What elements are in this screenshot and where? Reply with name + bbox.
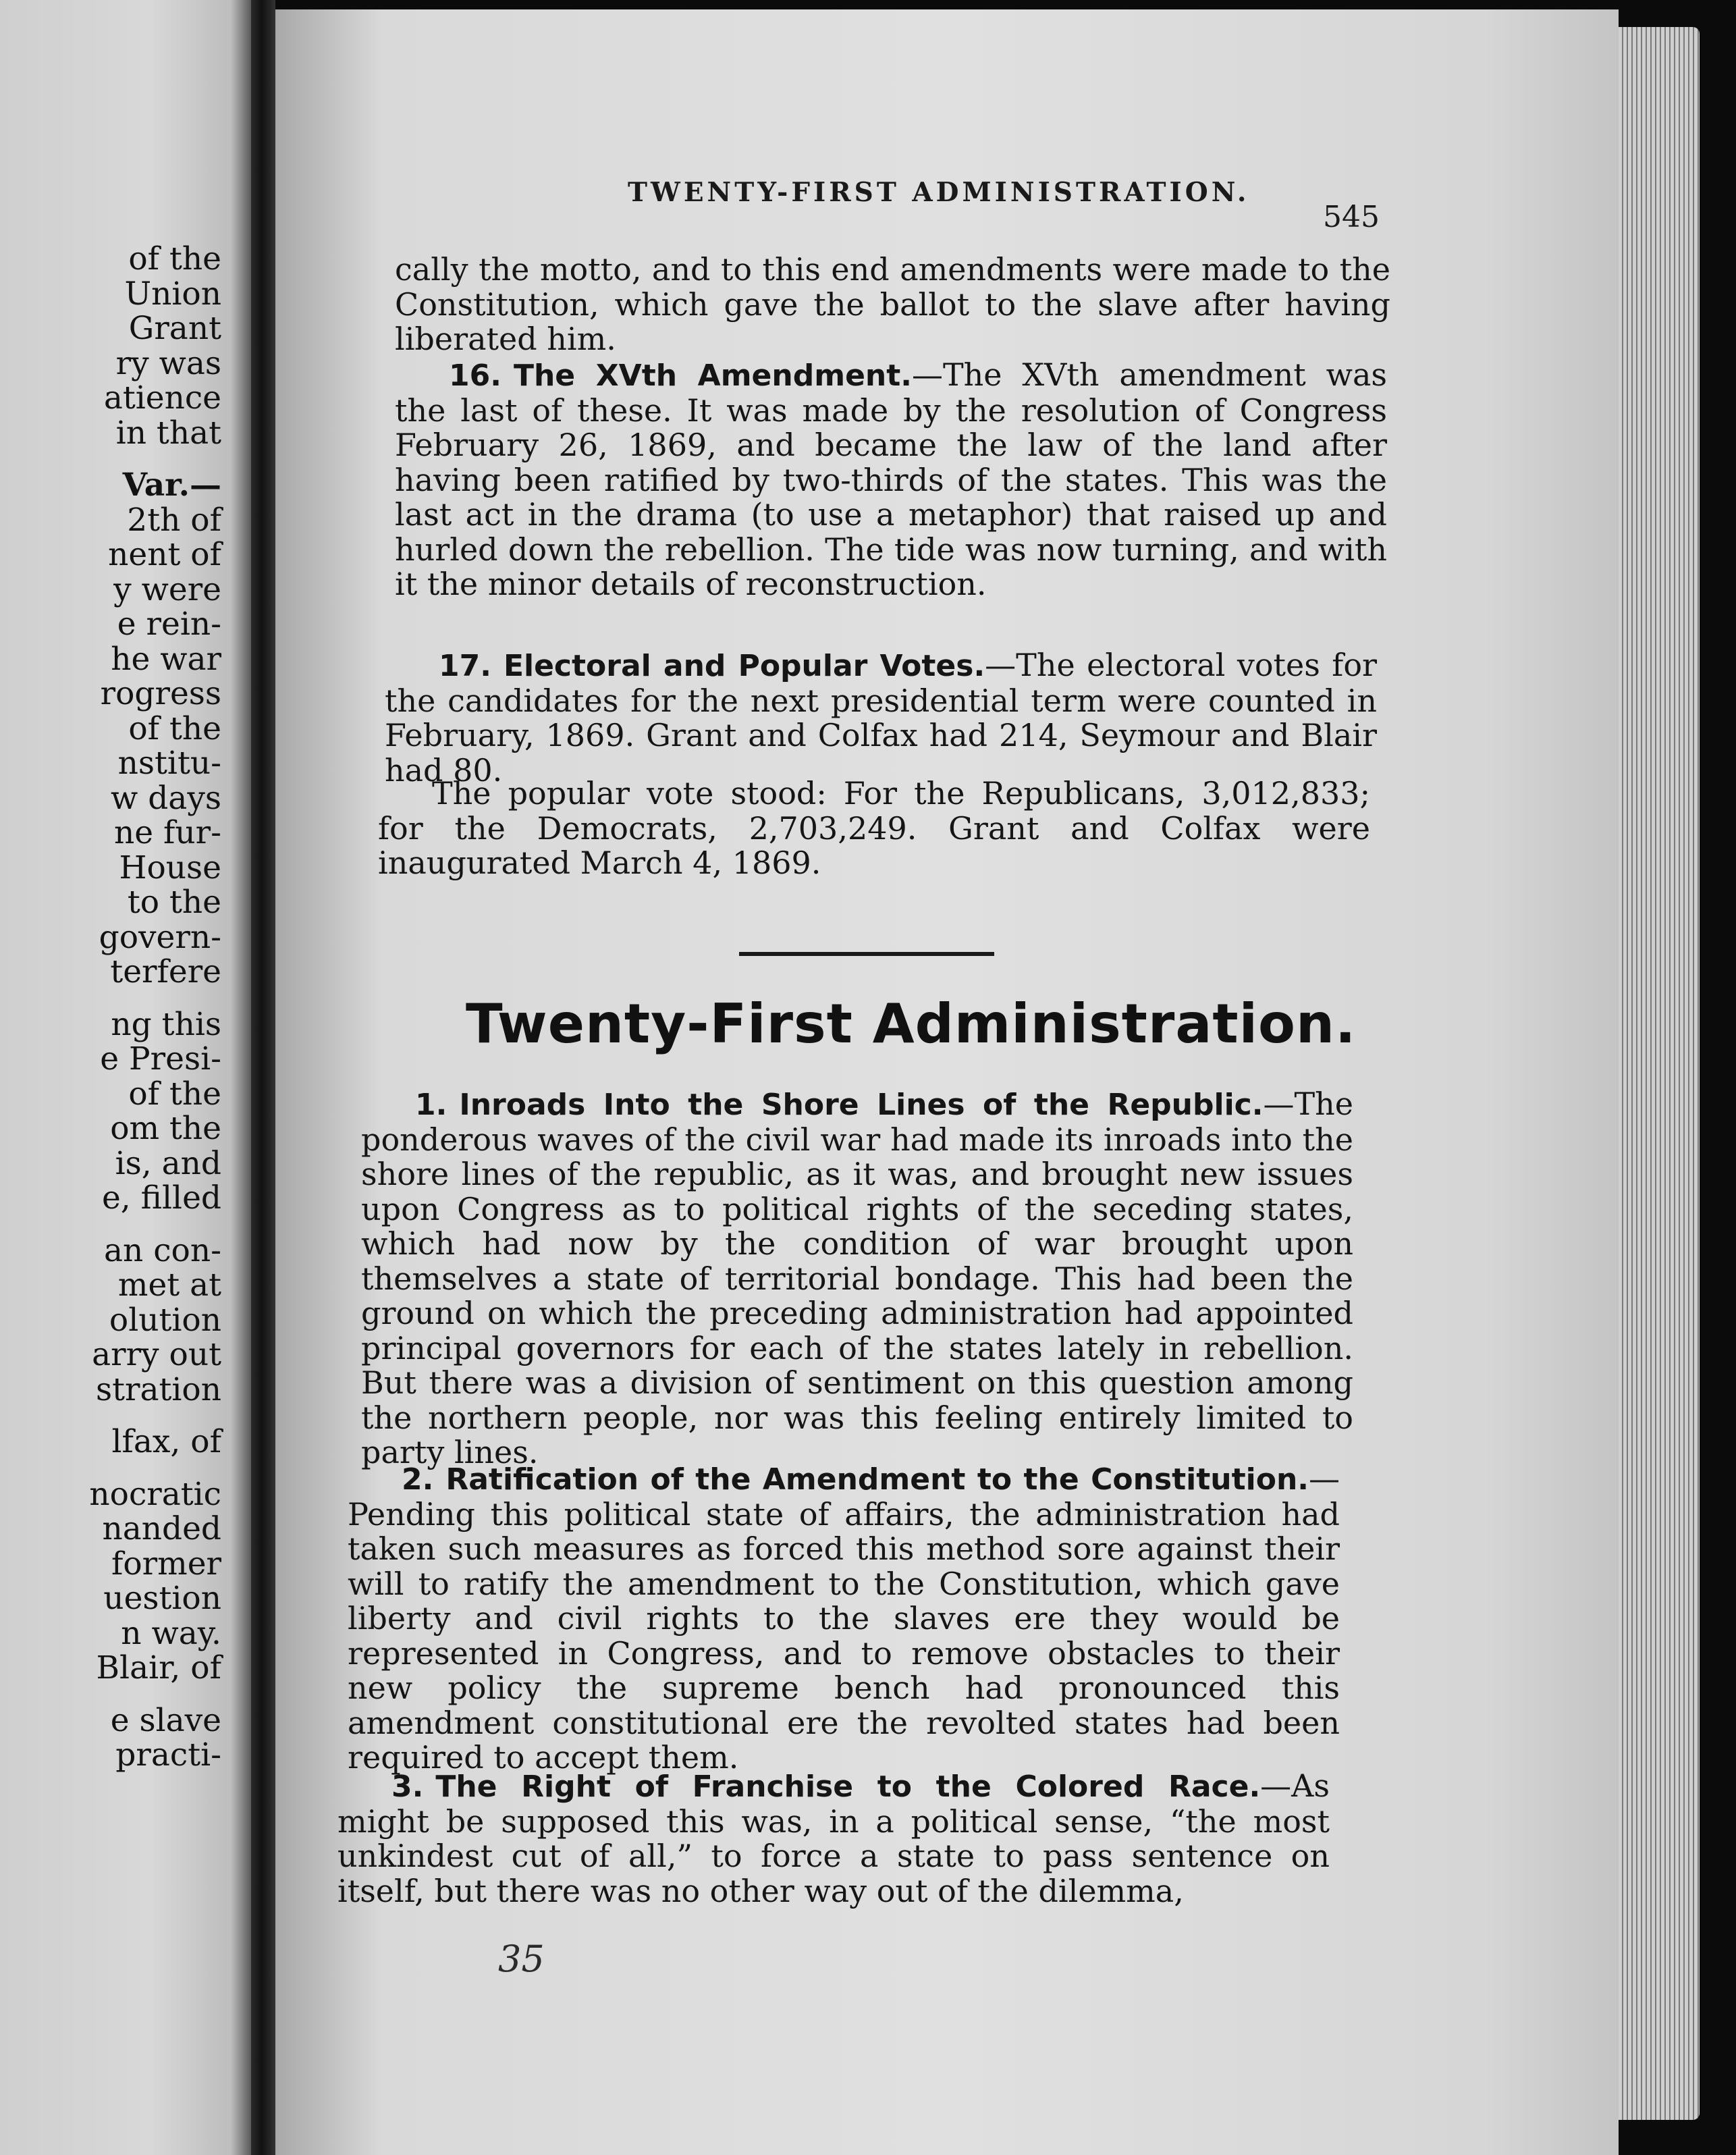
facing-page-line: of the bbox=[128, 240, 221, 277]
section-paragraph-3 bbox=[337, 1769, 1330, 1909]
facing-page-line: e Presi- bbox=[100, 1040, 221, 1078]
paragraph-number: 16. bbox=[449, 358, 501, 393]
facing-page-line: stration bbox=[96, 1371, 221, 1408]
facing-page-line: terfere bbox=[110, 953, 221, 990]
facing-page-line: nocratic bbox=[89, 1475, 221, 1513]
facing-page-line: met at bbox=[117, 1267, 221, 1304]
continuation-text: cally the motto, and to this end amendments were made to the Constitution, which gave the ballot to the slave after having liberated him. bbox=[395, 251, 1390, 357]
facing-page-line: uestion bbox=[103, 1580, 221, 1617]
paragraph-heading: The XVth Amendment. bbox=[513, 358, 912, 393]
paragraph-body: —As might be supposed this was, in a political sense, “the most unkindest cut of all,” to force a state to pass sentence on itself, but there was no other way out of the dilemma, bbox=[337, 1767, 1330, 1909]
facing-page-line: of the bbox=[128, 1075, 221, 1113]
facing-page-line: he war bbox=[111, 640, 221, 678]
signature-mark: 35 bbox=[498, 1938, 545, 1980]
paragraph-body: —Pending this political state of affairs, the administration had taken such measures as forced this method sore against their will to ratify the amendment to the Constitution, which gave liberty and civil rights to the slaves ere they would be represented in Congress, and to remove obstacles to their new policy the supreme bench had pronounced this amendment constitutional ere the revolted states had been required to accept them. bbox=[348, 1460, 1340, 1776]
section-title: Twenty-First Administration. bbox=[466, 992, 1357, 1055]
facing-page-line: nent of bbox=[108, 536, 221, 573]
running-head: TWENTY-FIRST ADMINISTRATION. bbox=[628, 177, 1250, 208]
popular-vote-text: The popular vote stood: For the Republicans, 3,012,833; for the Democrats, 2,703,249. Grant and Colfax were inaugurated March 4, 1869. bbox=[378, 775, 1370, 881]
continuation-paragraph bbox=[395, 252, 1390, 357]
paragraph-body: —The XVth amendment was the last of these. It was made by the resolution of Congress February 26, 1869, and became the law of the land after having been ratified by two-thirds of the states. This was the last act in the drama (to use a metaphor) that raised up and hurled down the rebellion. The tide was now turning, and with it the minor details of reconstruction. bbox=[395, 356, 1387, 602]
facing-page-gap bbox=[89, 1686, 221, 1703]
book-gutter bbox=[251, 0, 278, 2155]
facing-page-line: Union bbox=[124, 275, 221, 313]
paragraph-17 bbox=[385, 648, 1377, 788]
facing-page-line: Grant bbox=[128, 310, 221, 347]
facing-page-gap bbox=[89, 450, 221, 468]
facing-page-line: arry out bbox=[92, 1336, 221, 1373]
facing-page-line: 2th of bbox=[127, 501, 221, 539]
facing-page-line: ne fur- bbox=[113, 814, 221, 851]
facing-page-line: ng this bbox=[111, 1005, 221, 1043]
facing-page-line: ry was bbox=[115, 344, 221, 382]
paragraph-number: 1. bbox=[415, 1088, 447, 1122]
paragraph-16 bbox=[395, 358, 1387, 602]
facing-page-line: House bbox=[119, 849, 221, 886]
facing-page-line: om the bbox=[110, 1110, 221, 1147]
facing-page-line: is, and bbox=[115, 1144, 221, 1182]
facing-page-line: of the bbox=[128, 710, 221, 747]
paragraph-number: 3. bbox=[391, 1770, 424, 1804]
section-paragraph-2 bbox=[348, 1462, 1340, 1776]
paragraph-body: —The electoral votes for the candidates for the next presidential term were counted in February, 1869. Grant and Colfax had 214, Seymour and Blair had 80. bbox=[385, 647, 1377, 789]
facing-page-line: Var.— bbox=[122, 467, 221, 504]
facing-page-gap bbox=[89, 1407, 221, 1425]
facing-page-line: atience bbox=[103, 379, 221, 417]
page-edge-stack bbox=[1619, 27, 1700, 2120]
facing-page-line: lfax, of bbox=[111, 1423, 221, 1460]
facing-page-line: govern- bbox=[99, 918, 221, 956]
facing-page-line: an con- bbox=[103, 1231, 221, 1269]
facing-page-line: to the bbox=[127, 884, 221, 921]
facing-page-gap bbox=[89, 1460, 221, 1477]
paragraph-heading: Electoral and Popular Votes. bbox=[503, 649, 985, 683]
facing-page-gap bbox=[89, 990, 221, 1007]
facing-page-text bbox=[89, 242, 221, 1773]
paragraph-body: —The ponderous waves of the civil war had made its inroads into the shore lines of the republic, as it was, and brought new issues upon Congress as to political rights of the seceding states, which had now by the condition of war brought upon themselves a state of territorial bondage. This had been the ground on which the preceding administration had appointed principal governors for each of the states lately in rebellion. But there was a division of sentiment on this question among the northern people, nor was this feeling entirely limited to party lines. bbox=[361, 1086, 1353, 1470]
paragraph-heading: The Right of Franchise to the Colored Race. bbox=[435, 1770, 1261, 1804]
paragraph-heading: Inroads Into the Shore Lines of the Republic. bbox=[459, 1088, 1264, 1122]
popular-vote-paragraph bbox=[378, 776, 1370, 881]
facing-page-left bbox=[0, 0, 251, 2155]
facing-page-line: former bbox=[111, 1545, 221, 1582]
facing-page-line: nanded bbox=[102, 1510, 221, 1547]
paragraph-heading: Ratification of the Amendment to the Constitution. bbox=[445, 1462, 1309, 1497]
facing-page-line: nstitu- bbox=[117, 745, 221, 782]
facing-page-line: w days bbox=[111, 779, 221, 817]
facing-page-line: rogress bbox=[100, 675, 221, 712]
facing-page-line: Blair, of bbox=[96, 1649, 221, 1686]
page-number: 545 bbox=[1323, 200, 1380, 234]
facing-page-line: y were bbox=[113, 570, 221, 608]
facing-page-line: olution bbox=[109, 1301, 221, 1339]
paragraph-number: 2. bbox=[402, 1462, 434, 1497]
paragraph-number: 17. bbox=[439, 649, 491, 683]
facing-page-line: e slave bbox=[110, 1701, 221, 1739]
facing-page-line: e, filled bbox=[101, 1179, 221, 1217]
facing-page-line: in that bbox=[115, 414, 221, 452]
section-paragraph-1 bbox=[361, 1087, 1353, 1470]
facing-page-gap bbox=[89, 1216, 221, 1233]
facing-page-line: n way. bbox=[121, 1614, 221, 1652]
facing-page-line: practi- bbox=[115, 1736, 221, 1774]
facing-page-line: e rein- bbox=[117, 606, 221, 643]
section-divider bbox=[739, 952, 994, 956]
